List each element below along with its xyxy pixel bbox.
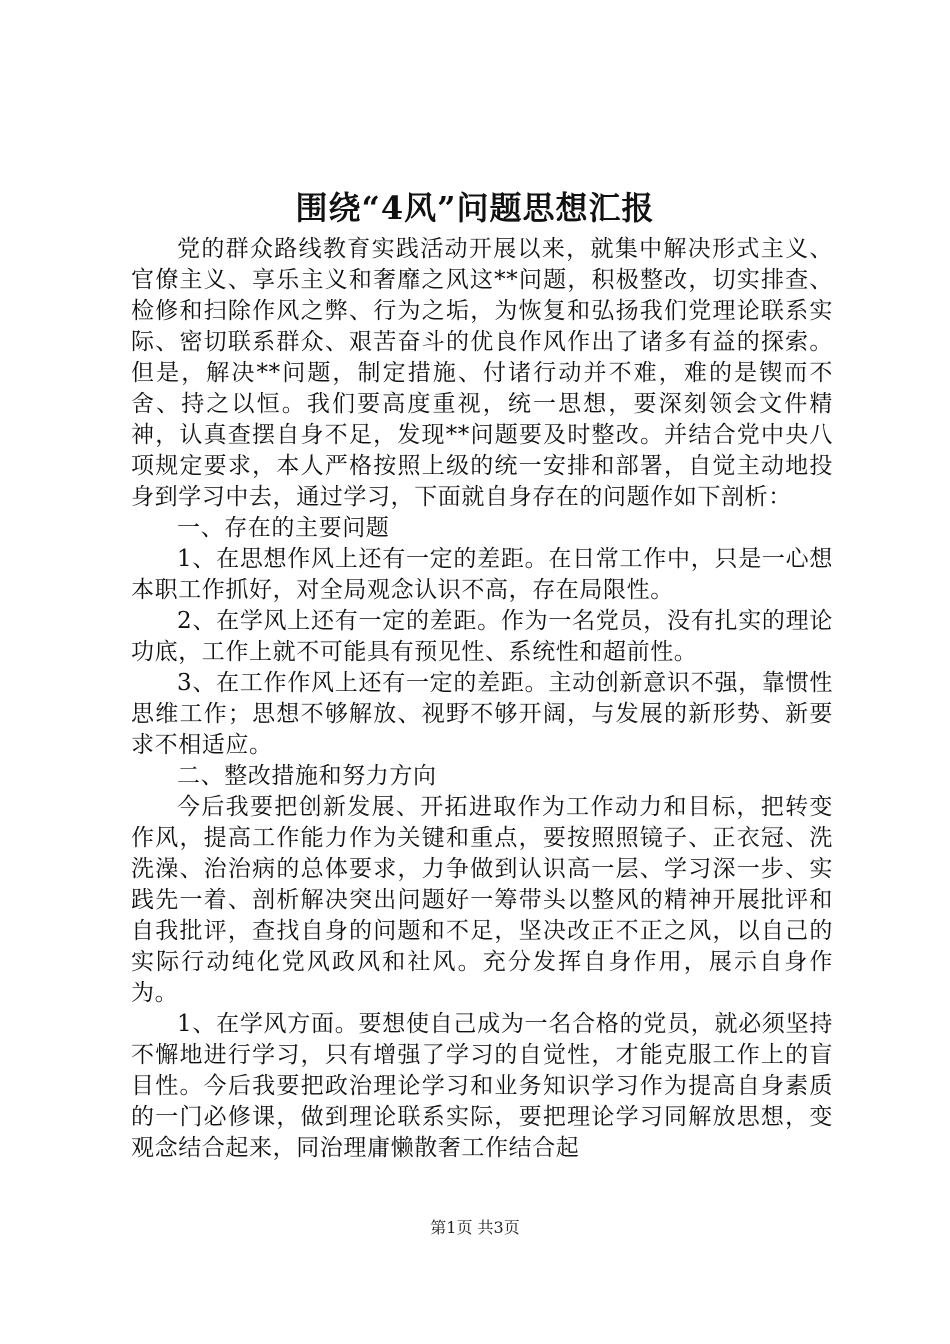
paragraph-problem-3: 3、在工作作风上还有一定的差距。主动创新意识不强，靠惯性思维工作；思想不够解放、视野不够开阔，与发展的新形势、新要求不相适应。 [131,670,833,758]
paragraph-problem-2: 2、在学风上还有一定的差距。作为一名党员，没有扎实的理论功底，工作上就不可能具有预见性、系统性和超前性。 [131,608,833,665]
document-body [131,234,833,1164]
paragraph-problem-1: 1、在思想作风上还有一定的差距。在日常工作中，只是一心想本职工作抓好，对全局观念认识不高，存在局限性。 [131,546,833,603]
section-heading-measures: 二、整改措施和努力方向 [177,763,437,789]
section-heading-problems: 一、存在的主要问题 [177,515,390,541]
paragraph-measure-1: 1、在学风方面。要想使自己成为一名合格的党员，就必须坚持不懈地进行学习，只有增强了学习的自觉性，才能克服工作上的盲目性。今后我要把政治理论学习和业务知识学习作为提高自身素质的一门必修课，做到理论联系实际，要把理论学习同解放思想，变观念结合起来，同治理庸懒散奢工作结合起 [131,1011,833,1161]
paragraph-measures-intro: 今后我要把创新发展、开拓进取作为工作动力和目标，把转变作风，提高工作能力作为关键和重点，要按照照镜子、正衣冠、洗洗澡、治治病的总体要求，力争做到认识高一层、学习深一步、实践先一着、剖析解决突出问题好一筹带头以整风的精神开展批评和自我批评，查找自身的问题和不足，坚决改正不正之风，以自己的实际行动纯化党风政风和社风。充分发挥自身作用，展示自身作为。 [131,794,833,1006]
page-footer: 第1页 共3页 [430,1218,520,1237]
document-title: 围绕“4风”问题思想汇报 [295,189,655,227]
paragraph-intro: 党的群众路线教育实践活动开展以来，就集中解决形式主义、官僚主义、享乐主义和奢靡之风这**问题，积极整改，切实排查、检修和扫除作风之弊、行为之垢，为恢复和弘扬我们党理论联系实际、密切联系群众、艰苦奋斗的优良作风作出了诸多有益的探索。但是，解决**问题，制定措施、付诸行动并不难，难的是锲而不舍、持之以恒。我们要高度重视，统一思想，要深刻领会文件精神，认真查摆自身不足，发现**问题要及时整改。并结合党中央八项规定要求，本人严格按照上级的统一安排和部署，自觉主动地投身到学习中去，通过学习，下面就自身存在的问题作如下剖析： [131,236,833,510]
